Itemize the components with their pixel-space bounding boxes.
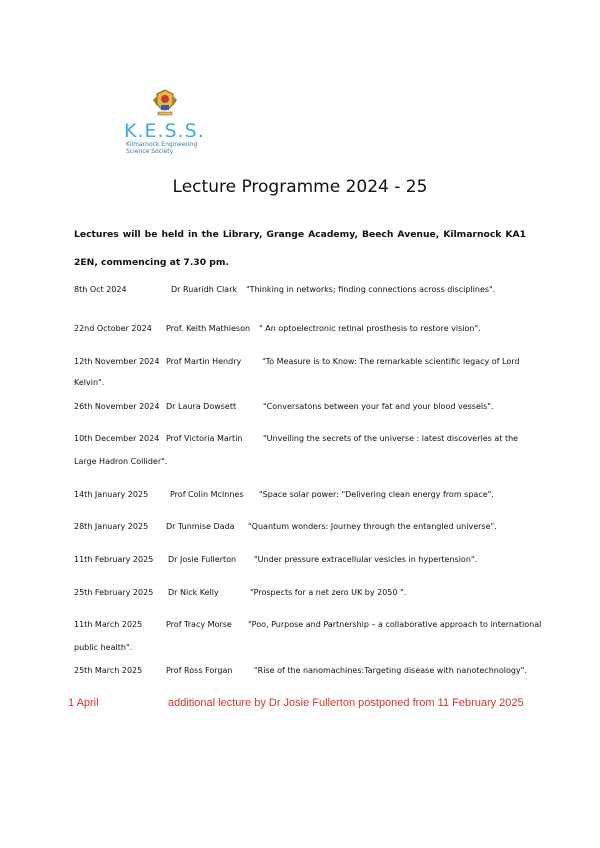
lecture-date: 11th March 2025 <box>74 620 143 629</box>
lecture-date: 25th February 2025 <box>74 588 154 597</box>
lecture-speaker: Dr Ruaridh Clark <box>171 285 237 294</box>
lecture-speaker: Prof Ross Forgan <box>166 666 233 675</box>
lecture-title: "Unveiling the secrets of the universe : latest discoveries at the <box>263 434 519 443</box>
crest-icon <box>151 88 179 118</box>
lecture-speaker: Prof Martin Hendry <box>166 357 242 366</box>
lecture-title: "Quantum wonders: Journey through the entangled universe". <box>248 522 497 531</box>
lecture-date: 26th November 2024 <box>74 402 160 411</box>
lecture-title: "Under pressure extracellular vesicles in hypertension". <box>254 555 478 564</box>
lecture-date: 8th Oct 2024 <box>74 285 127 294</box>
lecture-date: 10th December 2024 <box>74 434 160 443</box>
lecture-title: "Space solar power: "Delivering clean energy from space". <box>259 490 494 499</box>
notice-text: additional lecture by Dr Josie Fullerton postponed from 11 February 2025 <box>168 697 524 709</box>
lecture-title-continuation: Kelvin". <box>74 378 105 387</box>
lecture-title: " An optoelectronic retinal prosthesis to restore vision". <box>259 324 481 333</box>
lecture-title: "Thinking in networks; finding connections across disciplines". <box>246 285 496 294</box>
logo-acronym: K.E.S.S. <box>124 120 205 142</box>
logo-subtitle-line1: Kilmarnock Engineering <box>126 141 198 148</box>
lecture-speaker: Dr Laura Dowsett <box>166 402 237 411</box>
lecture-date: 11th February 2025 <box>74 555 154 564</box>
page-title: Lecture Programme 2024 - 25 <box>172 177 428 197</box>
lecture-title: "Poo, Purpose and Partnership – a collaborative approach to international <box>248 620 542 629</box>
lecture-date: 28th January 2025 <box>74 522 149 531</box>
lecture-speaker: Prof Tracy Morse <box>166 620 232 629</box>
logo-subtitle-line2: Science Society <box>126 148 174 155</box>
lecture-speaker: Prof Victoria Martin <box>166 434 243 443</box>
lecture-title-continuation: public health". <box>74 643 133 652</box>
lecture-speaker: Dr Tunmise Dada <box>166 522 235 531</box>
lecture-title: "Prospects for a net zero UK by 2050 ". <box>250 588 407 597</box>
lecture-date: 25th March 2025 <box>74 666 143 675</box>
lecture-title: "Conversatons between your fat and your blood vessels". <box>263 402 494 411</box>
lecture-title: "Rise of the nanomachines:Targeting disease with nanotechnology". <box>254 666 527 675</box>
lecture-speaker: Dr Nick Kelly <box>168 588 219 597</box>
lecture-date: 12th November 2024 <box>74 357 160 366</box>
kess-logo <box>118 86 218 158</box>
intro-paragraph: Lectures will be held in the Library, Grange Academy, Beech Avenue, Kilmarnock KA1 2EN, commencing at 7.30 pm. <box>74 229 526 268</box>
lecture-title: "To Measure is to Know: The remarkable scientific legacy of Lord <box>262 357 520 366</box>
notice-date: 1 April <box>68 697 99 709</box>
lecture-title-continuation: Large Hadron Collider". <box>74 457 168 466</box>
lecture-date: 22nd October 2024 <box>74 324 152 333</box>
logo-subtitle <box>126 141 216 155</box>
lecture-speaker: Prof Colin McInnes <box>170 490 244 499</box>
lecture-speaker: Prof. Keith Mathieson <box>166 324 251 333</box>
lecture-date: 14th January 2025 <box>74 490 149 499</box>
lecture-speaker: Dr Josie Fullerton <box>168 555 237 564</box>
